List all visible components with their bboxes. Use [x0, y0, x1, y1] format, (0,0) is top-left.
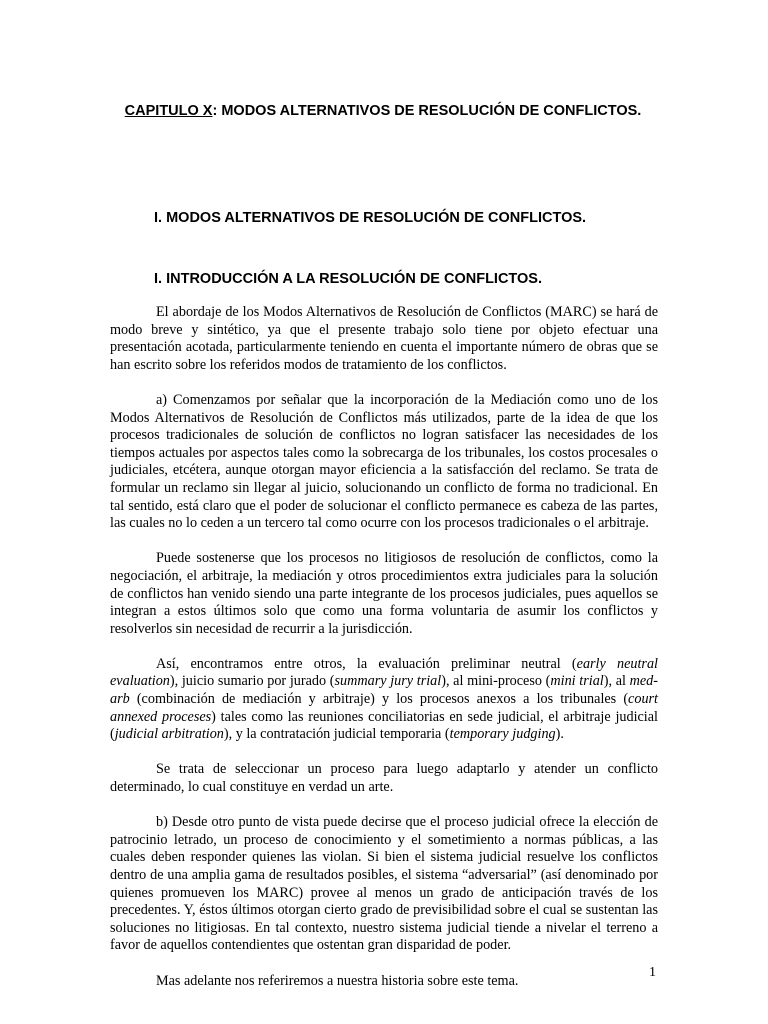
- italic-term: temporary judging: [449, 726, 556, 743]
- paragraph-4-text: ) tales como las reuniones conciliatorias en sede judicial, el arbitraje judicial (: [110, 708, 658, 743]
- italic-term: judicial arbitration: [114, 726, 224, 743]
- chapter-title-text: : MODOS ALTERNATIVOS DE RESOLUCIÓN DE CONFLICTOS.: [212, 103, 642, 119]
- paragraph-4-text: (combinación de mediación y arbitraje) y los procesos anexos a los tribunales (: [129, 691, 629, 708]
- subsection-heading: I. INTRODUCCIÓN A LA RESOLUCIÓN DE CONFLICTOS.: [154, 271, 543, 287]
- italic-term: early neutral evaluation: [110, 655, 658, 690]
- paragraph-2: a) Comenzamos por señalar que la incorporación de la Mediación como uno de los Modos Alternativos de Resolución de Conflictos más utilizados, parte de la idea de que los procesos tradicionales de solución de conflictos no logran satisfacer las necesidades de los tiempos actuales por aspectos tales como la sobrecarga de los tribunales, los costos procesales o judiciales, etcétera, aunque otorgan mayor eficiencia a la satisfacción del reclamo. Se trata de formular un reclamo sin llegar al juicio, solucionando un conflicto de forma no tradicional. En tal sentido, está claro que el poder de solucionar el conflicto permanece es cabeza de las partes, las cuales no lo ceden a un tercero tal como ocurre con los procesos tradicionales o el arbitraje.: [110, 391, 658, 532]
- paragraph-4-text: ), al mini-proceso (: [441, 673, 551, 690]
- paragraph-4-text: ), y la contratación judicial temporaria (: [223, 726, 450, 743]
- italic-term: med-arb: [110, 673, 659, 708]
- page-number: 1: [649, 965, 656, 980]
- italic-term: court annexed proceses: [110, 691, 658, 725]
- section-heading: I. MODOS ALTERNATIVOS DE RESOLUCIÓN DE CONFLICTOS.: [154, 210, 587, 226]
- paragraph-4-text: Así, encontramos entre otros, la evaluación preliminar neutral (: [156, 655, 577, 672]
- paragraph-5: Se trata de seleccionar un proceso para luego adaptarlo y atender un conflicto determinado, lo cual constituye en verdad un arte.: [110, 761, 658, 796]
- paragraph-4: [110, 656, 658, 744]
- paragraph-4-text: ), juicio sumario por jurado (: [169, 673, 335, 690]
- italic-term: summary jury trial: [334, 673, 442, 690]
- paragraph-7: Mas adelante nos referiremos a nuestra historia sobre este tema.: [156, 972, 519, 989]
- paragraph-1: El abordaje de los Modos Alternativos de Resolución de Conflictos (MARC) se hará de modo breve y sintético, ya que el presente trabajo solo tiene por objeto efectuar una presentación acotada, particularmente teniendo en cuenta el importante número de obras que se han escrito sobre los referidos modos de tratamiento de los conflictos.: [110, 304, 658, 373]
- chapter-label: CAPITULO X: [124, 103, 213, 119]
- paragraph-4-text: ).: [555, 726, 564, 743]
- body-text: [110, 304, 658, 1008]
- paragraph-4-text: ), al: [603, 673, 630, 690]
- paragraph-3: Puede sostenerse que los procesos no litigiosos de resolución de conflictos, como la negociación, el arbitraje, la mediación y otros procedimientos extra judiciales para la solución de conflictos han venido siendo una parte integrante de los procesos judiciales, pues aquellos se integran a estos últimos solo que como una forma voluntaria de asumir los conflictos y resolverlos sin necesidad de recurrir a la jurisdicción.: [110, 550, 658, 637]
- italic-term: mini trial: [550, 673, 604, 690]
- chapter-title: [110, 102, 656, 121]
- paragraph-6: b) Desde otro punto de vista puede decirse que el proceso judicial ofrece la elección de patrocinio letrado, un proceso de conocimiento y el sometimiento a normas públicas, a las cuales deben responder quienes las violan. Si bien el sistema judicial resuelve los conflictos dentro de una amplia gama de resultados posibles, el sistema “adversarial” (así denominado por quienes promueven los MARC) provee al menos un grado de anticipación través de los precedentes. Y, éstos últimos otorgan cierto grado de previsibilidad sobre el cual se sustentan las soluciones no litigiosas. En tal contexto, nuestro sistema judicial tiende a nivelar el terreno a favor de aquellos contendientes que ostentan gran disparidad de poder.: [110, 814, 658, 954]
